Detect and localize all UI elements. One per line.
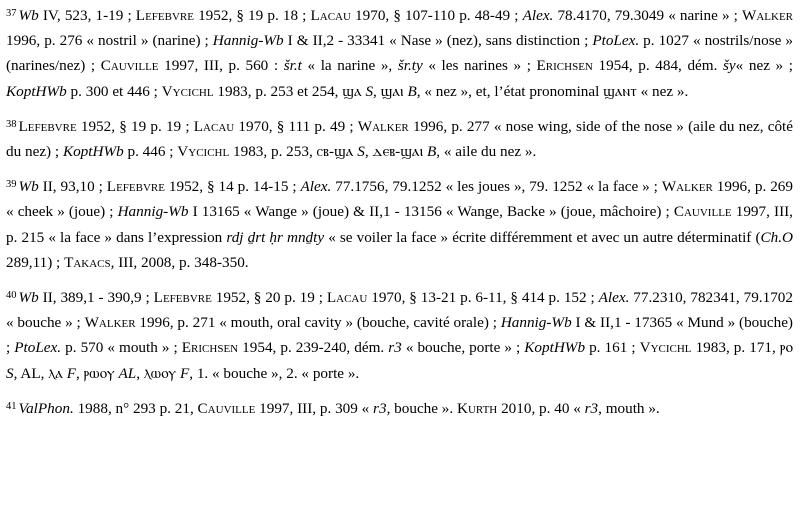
footnote-text: Wb II, 93,10 ; Lefebvre 1952, § 14 p. 14-15 ; Alex. 77.1756, 79.1252 « les joues », 79. 1252 « la face » ; Walker 1996, p. 269 « cheek » (joue) ; Hannig-Wb I 13165 « Wange » (joue) & II,1 - 13156 « Wange, Backe » (joue, mâchoire) ; Cauville 1997, III, p. 215 « la face » dans l’expression rdj ḏrt ḥr mnḏty « se voiler la face » écrite différemment et avec un autre déterminatif (Ch.O 289,11) ; Takacs, III, 2008, p. 348-350. — [6, 178, 793, 271]
footnote-39 — [6, 174, 793, 275]
footnote-number: 41 — [6, 400, 17, 412]
footnote-37 — [6, 3, 793, 104]
footnote-number: 37 — [6, 8, 17, 19]
footnote-number: 40 — [6, 290, 17, 302]
footnote-text: Lefebvre 1952, § 19 p. 19 ; Lacau 1970, § 111 p. 49 ; Walker 1996, p. 277 « nose wing, side of the nose » (aile du nez, côté du nez) ; KoptHWb p. 446 ; Vycichl 1983, p. 253, ⲥⲃ-ϣⲁ S, ⲇⲉⲃ-ϣⲁⲓ B, « aile du nez ». — [6, 117, 793, 161]
footnote-text: ValPhon. 1988, n° 293 p. 21, Cauville 1997, III, p. 309 « r3, bouche ». Kurth 2010, p. 40 « r3, mouth ». — [18, 399, 660, 417]
footnote-number: 38 — [6, 118, 17, 130]
footnote-41 — [6, 396, 793, 421]
footnote-38 — [6, 114, 793, 164]
footnote-text: Wb IV, 523, 1-19 ; Lefebvre 1952, § 19 p. 18 ; Lacau 1970, § 107-110 p. 48-49 ; Alex. 78.4170, 79.3049 « narine » ; Walker 1996, p. 276 « nostril » (narine) ; Hannig-Wb I & II,2 - 33341 « Nase » (nez), sans distinction ; PtoLex. p. 1027 « nostrils/nose » (narines/nez) ; Cauville 1997, III, p. 560 : šr.t « la narine », šr.ty « les narines » ; Erichsen 1954, p. 484, dém. šy« nez » ; KoptHWb p. 300 et 446 ; Vycichl 1983, p. 253 et 254, ϣⲁ S, ϣⲁⲓ B, « nez », et, l’état pronominal ϣⲁⲛⲧ « nez ». — [6, 7, 793, 100]
footnote-text: Wb II, 389,1 - 390,9 ; Lefebvre 1952, § 20 p. 19 ; Lacau 1970, § 13-21 p. 6-11, § 414 p. 152 ; Alex. 77.2310, 782341, 79.1702 « bouche » ; Walker 1996, p. 271 « mouth, oral cavity » (bouche, cavité orale) ; Hannig-Wb I & II,1 - 17365 « Mund » (bouche) ; PtoLex. p. 570 « mouth » ; Erichsen 1954, p. 239-240, dém. r3 « bouche, porte » ; KoptHWb p. 161 ; Vycichl 1983, p. 171, ⲣⲟ S, AL, ⲗⲁ F, ⲣⲱⲟⲩ AL, ⲗⲱⲟⲩ F, 1. « bouche », 2. « porte ». — [6, 289, 793, 382]
footnote-number: 39 — [6, 179, 17, 191]
footnote-40 — [6, 285, 793, 386]
